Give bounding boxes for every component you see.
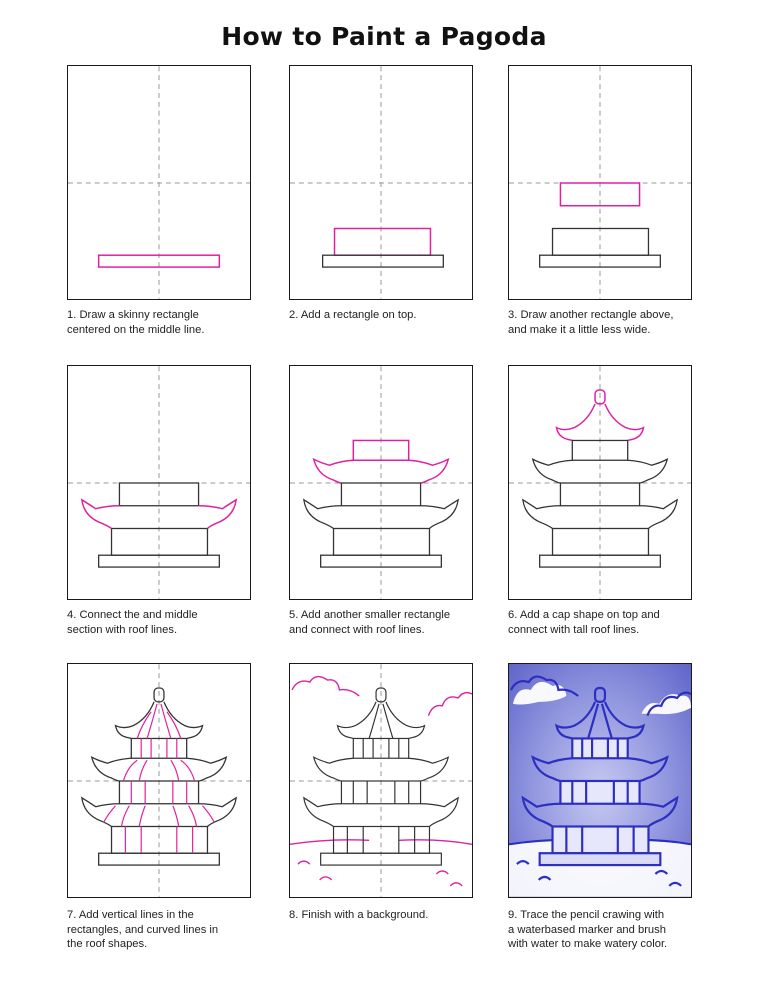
step-2-drawing [289,65,473,300]
step-4-caption: 4. Connect the and middle section with roof lines. [67,609,198,636]
step-7-caption: 7. Add vertical lines in the rectangles, and curved lines in the roof shapes. [67,909,219,950]
step-3-drawing [508,65,692,300]
step-6-caption: 6. Add a cap shape on top and connect with tall roof lines. [508,609,660,636]
step-9-painting [508,663,692,898]
step-2-caption: 2. Add a rectangle on top. [289,309,417,321]
step-6-drawing [508,365,692,600]
step-3-caption: 3. Draw another rectangle above, and make it a little less wide. [508,309,674,336]
step-1-caption: 1. Draw a skinny rectangle centered on the middle line. [67,309,205,336]
step-9-caption: 9. Trace the pencil crawing with a waterbased marker and brush with water to make watery color. [508,909,668,950]
step-4-drawing [67,365,251,600]
step-5-caption: 5. Add another smaller rectangle and connect with roof lines. [289,609,451,636]
step-8-drawing [289,663,473,898]
step-8-caption: 8. Finish with a background. [289,909,429,921]
step-1-drawing [67,65,251,300]
step-5-drawing [289,365,473,600]
step-7-drawing [67,663,251,898]
page-title: How to Paint a Pagoda [221,22,547,51]
